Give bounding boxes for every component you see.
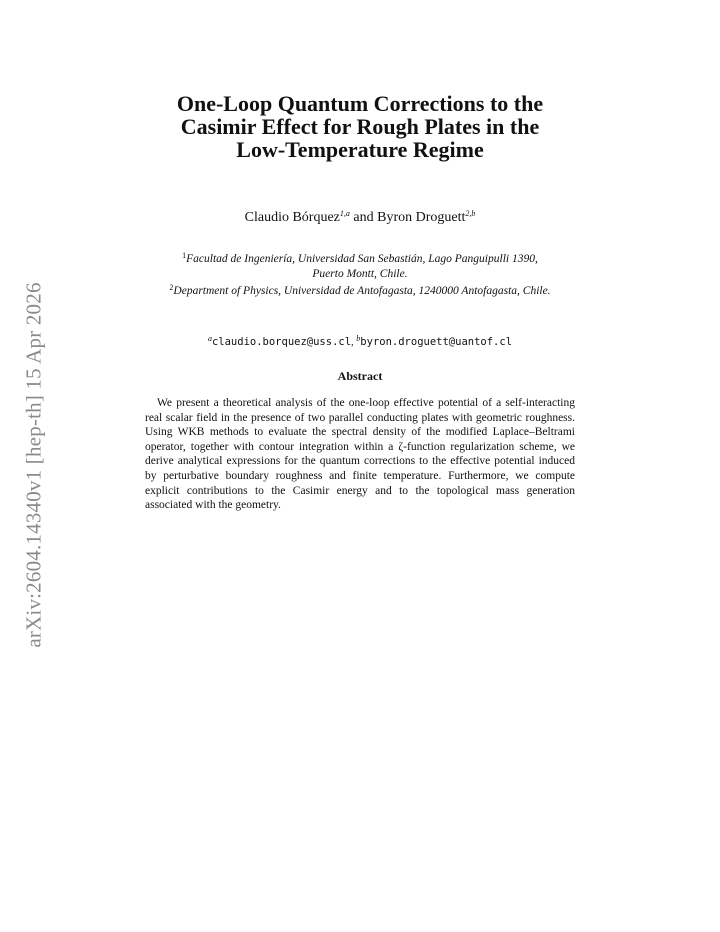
abstract-heading: Abstract <box>337 369 383 383</box>
title-line-2: Casimir Effect for Rough Plates in the <box>180 114 540 139</box>
affiliation-mark: 1 <box>182 251 187 260</box>
title-line-1: One-Loop Quantum Corrections to the <box>176 91 544 116</box>
affiliation-text: Puerto Montt, Chile. <box>312 268 408 280</box>
email-line <box>100 334 620 348</box>
affiliation-text: Department of Physics, Universidad de Antofagasta, 1240000 Antofagasta, Chile. <box>173 285 551 297</box>
email-link[interactable]: byron.droguett@uantof.cl <box>360 336 513 348</box>
title-line-3: Low-Temperature Regime <box>236 137 484 162</box>
affiliation-1 <box>90 248 630 282</box>
affiliation-2 <box>90 280 630 299</box>
affiliation-mark: 2 <box>169 283 174 292</box>
email-separator: , <box>351 337 357 348</box>
author-conjunction: and <box>349 210 378 225</box>
affiliation-text: Facultad de Ingeniería, Universidad San Sebastián, Lago Panguipulli 1390, <box>186 253 538 265</box>
arxiv-identifier: arXiv:2604.14340v1 [hep-th] 15 Apr 2026 <box>21 282 46 648</box>
email-link[interactable]: claudio.borquez@uss.cl <box>211 336 352 348</box>
paper-title <box>100 92 620 161</box>
author-name: Claudio Bórquez <box>244 210 340 225</box>
author-affiliation-mark: 1,a <box>339 209 350 218</box>
email-mark: a <box>207 334 212 343</box>
author-list <box>100 209 620 226</box>
email-mark: b <box>356 334 361 343</box>
author-name: Byron Droguett <box>377 210 466 225</box>
author-affiliation-mark: 2,b <box>465 209 476 218</box>
abstract-body: We present a theoretical analysis of the one-loop effective potential of a self-interacting real scalar field in the presence of two parallel conducting plates with geometric roughness. Using WKB methods to evaluate the spectral density of the modified Laplace–Beltrami operator, together with contour integration within a ζ-function regularization scheme, we derive analytical expressions for the quantum corrections to the effective potential induced by perturbative boundary roughness and finite temperature. Furthermore, we compute explicit contributions to the Casimir energy and to the topological mass generation associated with the geometry. <box>145 397 575 512</box>
